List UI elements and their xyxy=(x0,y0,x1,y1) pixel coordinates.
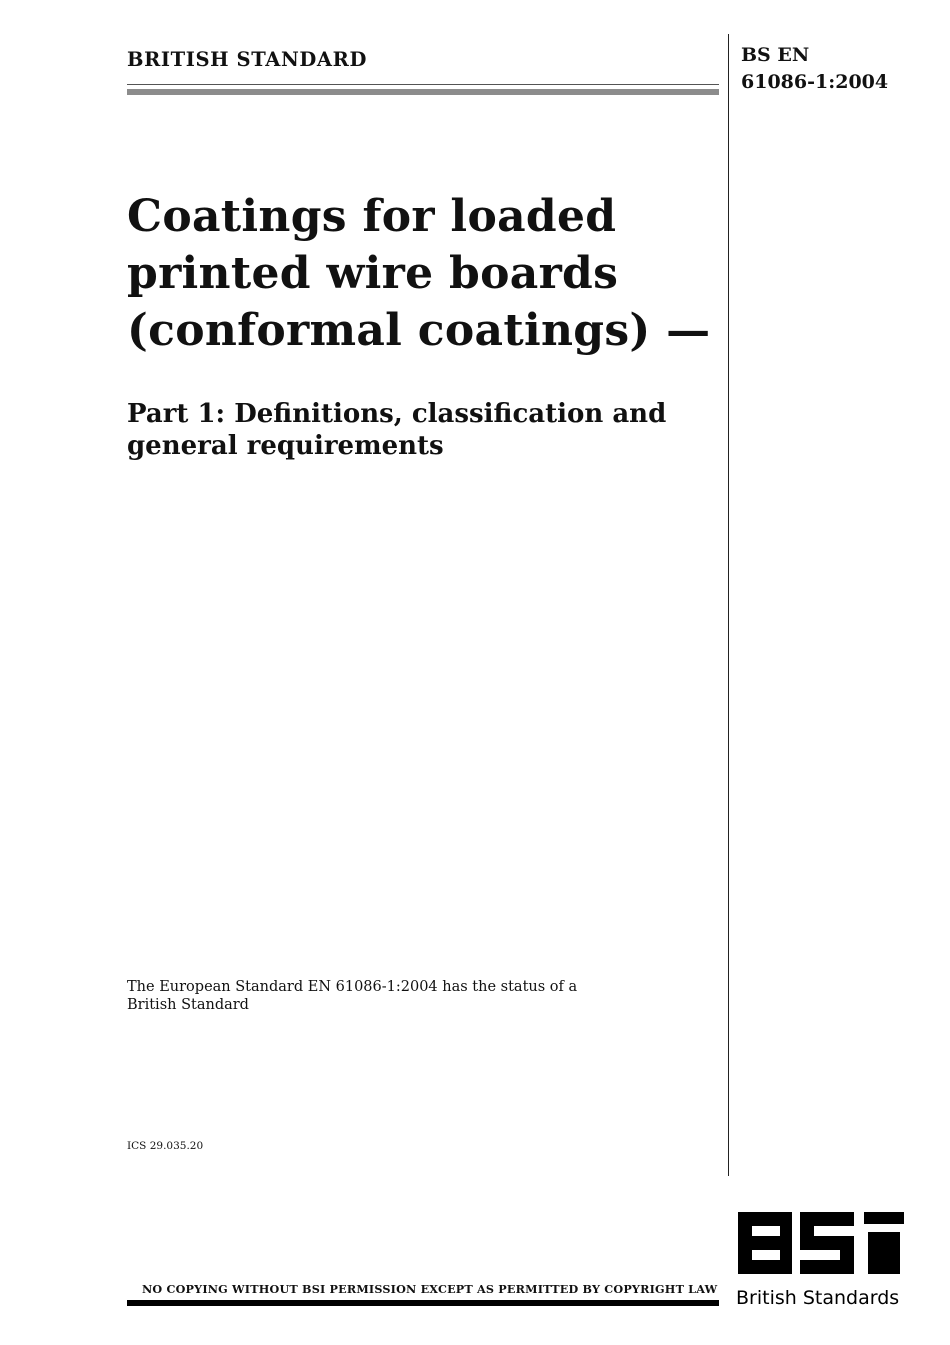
header-rule-thick xyxy=(127,89,719,95)
status-note-line-2: British Standard xyxy=(127,997,249,1013)
status-note-line-1: The European Standard EN 61086-1:2004 has the status of a xyxy=(127,979,578,995)
bsi-logo xyxy=(736,1210,906,1313)
title-line-1: Coatings for loaded xyxy=(127,191,617,242)
document-subtitle xyxy=(127,398,727,462)
header-label: BRITISH STANDARD xyxy=(127,48,367,71)
subtitle-line-2: general requirements xyxy=(127,431,444,461)
standard-number xyxy=(741,42,888,96)
title-line-3: (conformal coatings) — xyxy=(127,305,711,356)
standard-number-line1: BS EN xyxy=(741,44,810,66)
header-rule-thin xyxy=(127,84,719,85)
subtitle-line-1: Part 1: Definitions, classification and xyxy=(127,399,667,429)
footer-rule xyxy=(127,1300,719,1306)
copyright-notice: NO COPYING WITHOUT BSI PERMISSION EXCEPT AS PERMITTED BY COPYRIGHT LAW xyxy=(142,1282,718,1296)
ics-code: ICS 29.035.20 xyxy=(127,1140,204,1152)
bsi-logo-mark xyxy=(736,1210,906,1276)
status-note xyxy=(127,978,647,1014)
bsi-logo-text: British Standards xyxy=(736,1287,900,1309)
standard-number-line2: 61086-1:2004 xyxy=(741,71,889,93)
vertical-divider xyxy=(728,34,729,1176)
document-title xyxy=(127,188,727,359)
title-line-2: printed wire boards xyxy=(127,248,619,299)
